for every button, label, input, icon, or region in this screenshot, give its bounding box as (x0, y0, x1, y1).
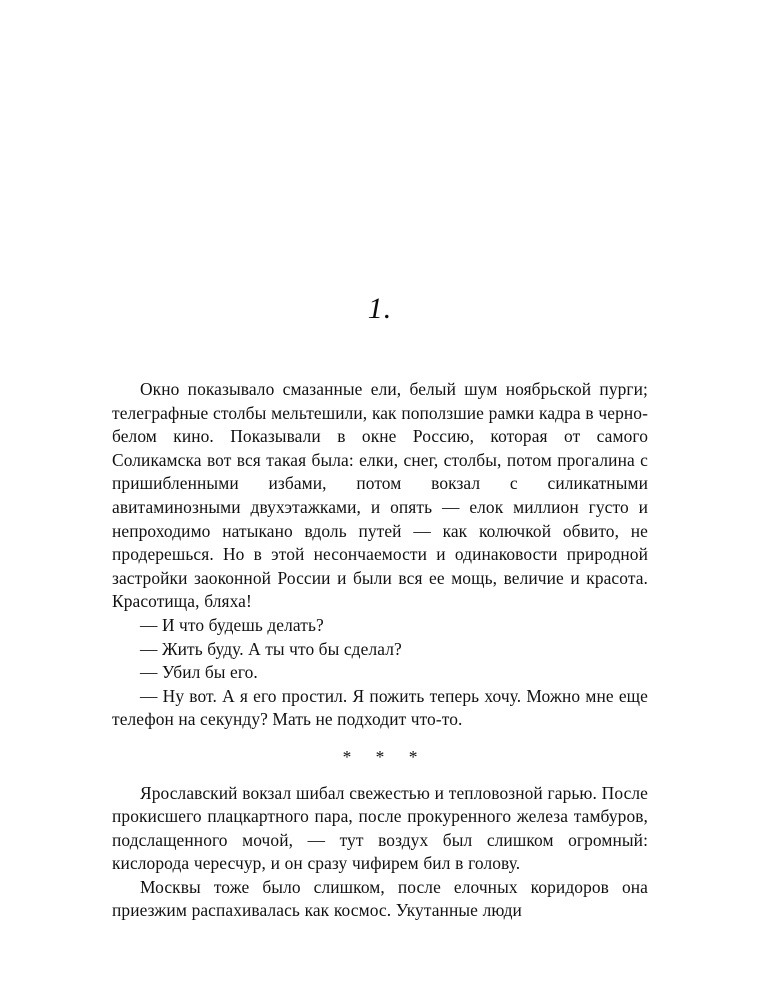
paragraph: Окно показывало смазанные ели, белый шум ноябрьской пурги; телеграфные столбы мельтешили, как поползшие рамки кадра в черно-белом кино. Показывали в окне Россию, которая от самого Соликамска вот вся такая была: елки, снег, столбы, потом прогалина с пришибленными избами, потом вокзал с силикатными авитаминозными двухэтажками, и опять — елок миллион густо и непроходимо натыкано вдоль путей — как колючкой обвито, не продерешься. Но в этой несончаемости и одинаковости природной застройки заоконной России и были вся ее мощь, величие и красота. Красотища, бляха! (112, 379, 648, 612)
dialogue-line: — Ну вот. А я его простил. Я пожить теперь хочу. Можно мне еще телефон на секунду? Мать не подходит что-то. (112, 685, 648, 730)
paragraph: Ярославский вокзал шибал свежестью и тепловозной гарью. После прокисшего плацкартного пара, после прокуренного железа тамбуров, подслащенного мочой, — тут воздух был слишком огромный: кислорода чересчур, и он сразу чифирем бил в голову. (112, 782, 648, 874)
dialogue-line: — Убил бы его. (140, 662, 258, 683)
body-text-block (112, 378, 648, 923)
dialogue-line: — Жить буду. А ты что бы сделал? (140, 638, 402, 659)
chapter-number: 1. (367, 292, 393, 325)
scene-break-separator: * * * (342, 746, 428, 767)
dialogue-line: — И что будешь делать? (140, 614, 324, 635)
paragraph: Москвы тоже было слишком, после елочных коридоров она приезжим распахивалась как космос. Укутанные люди (112, 876, 648, 921)
text-column (112, 0, 648, 923)
